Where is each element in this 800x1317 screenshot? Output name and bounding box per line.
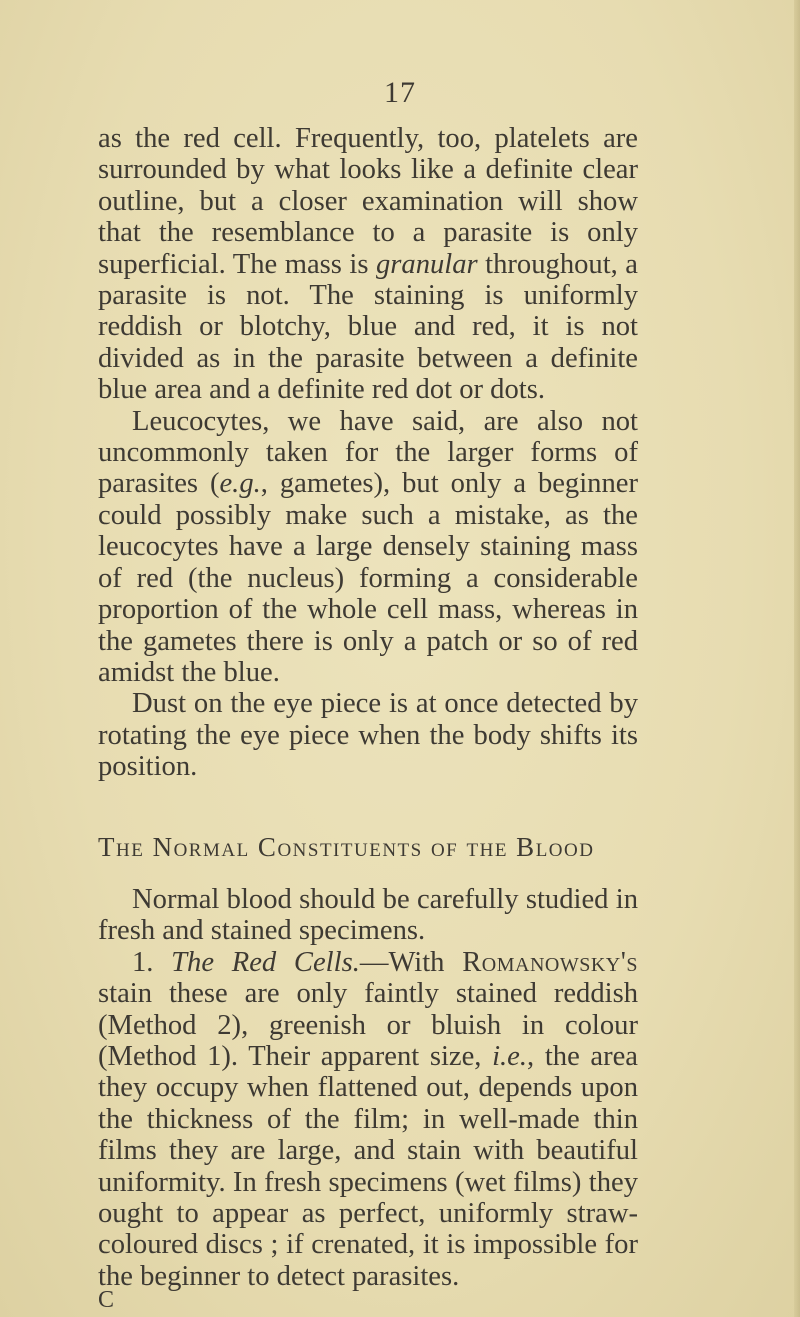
paragraph-platelets-text: as the red cell. Frequently, too, platelets are surrounded by what looks like a definite clear outline, but a closer examination will show that the resemblance to a parasite is only superficial. The mass is [98,123,638,280]
paragraph-leucocytes [98,406,638,689]
emphasis-granular: granular [375,248,478,280]
signature-mark: C [98,1287,115,1314]
page-number: 17 [384,76,416,109]
page-edge [794,0,800,1317]
paragraph-red-cells-a: stain these are only faintly stained reddish (Method 2), greenish or bluish in colour (Method 1). Their apparent size, [98,978,638,1072]
paragraph-normal-blood: Normal blood should be carefully studied in fresh and stained specimens. [98,883,638,947]
paragraph-leucocytes-end: , gametes), but only a beginner could possibly make such a mistake, as the leucocytes have a large densely staining mass of red (the nucleus) forming a considerable proportion of the whole cell mass, whereas in the gametes there is only a patch or so of red amidst the blue. [98,468,638,688]
paragraph-red-cells-b: , the area they occupy when flattened out, depends upon the thickness of the film; in well-made thin films they are large, and stain with beautiful uniformity. In fresh specimens (wet films) they ought to appear as perfect, uniformly straw-coloured discs ; if crenated, it is impossible for the beginner to detect parasites. [98,1040,638,1292]
item-number: 1. [132,946,172,978]
emphasis-eg: e.g. [219,468,261,500]
paragraph-platelets [98,123,638,406]
paragraph-dust: Dust on the eye piece is at once detected by rotating the eye piece when the body shifts its position. [98,688,638,783]
paragraph-leucocytes-start: Leucocytes, we have said, are also not uncommonly taken for the larger forms of parasites ( [98,405,638,500]
dash-with: —With [359,946,463,978]
section-heading: The Normal Constituents of the Blood [98,831,595,862]
subheading-red-cells: The Red Cells. [171,946,360,978]
emphasis-ie: i.e. [492,1040,528,1072]
paragraph-red-cells [98,947,638,1292]
name-romanowsky: Romanowsky's [462,946,638,978]
paragraph-platelets-end: throughout, a parasite is not. The staining is uniformly reddish or blotchy, blue and red, it is not divided as in the parasite between a definite blue area and a definite red dot or dots. [98,248,638,406]
body-text [98,123,638,1314]
